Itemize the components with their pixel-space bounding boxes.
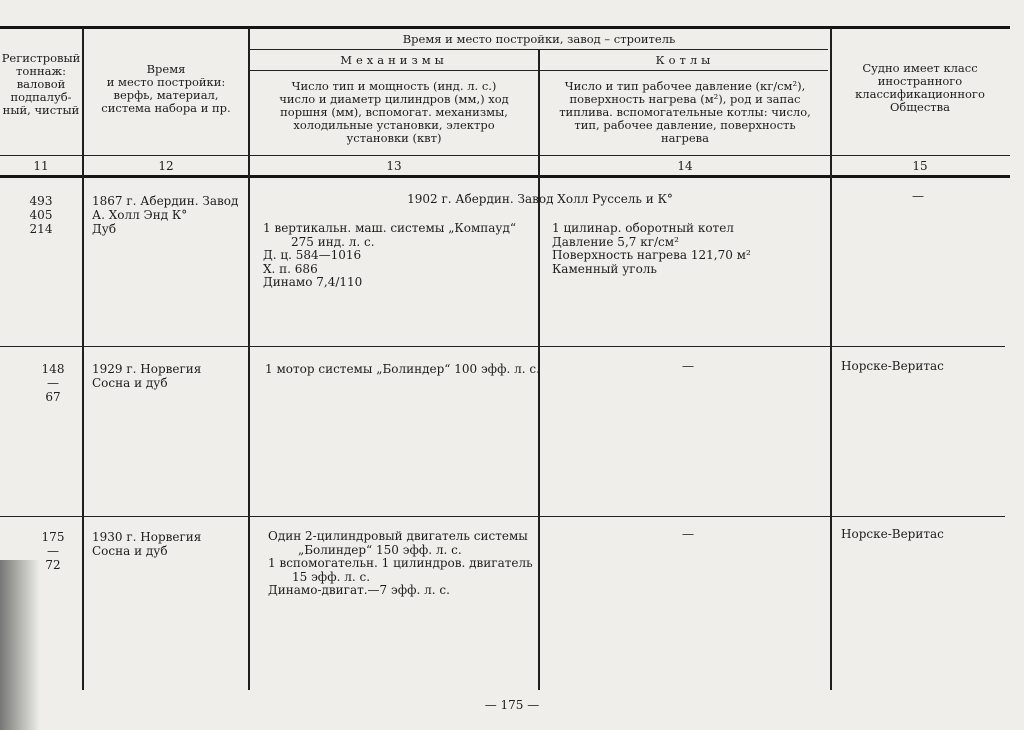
row1-boilers — [552, 222, 751, 276]
row1-mechanisms-line: Х. п. 686 — [263, 261, 318, 276]
row1-built-line: 1867 г. Абердин. Завод — [92, 194, 239, 208]
row2-class: Норске-Веритас — [841, 359, 944, 373]
row3-tonnage-gross: 175 — [41, 530, 65, 544]
header-col-14 — [540, 80, 830, 145]
header-col-14-line: поверхность нагрева (м²), род и запас — [569, 92, 801, 106]
header-col-12-line: Время — [146, 62, 186, 76]
row1-tonnage — [0, 194, 82, 236]
header-mechanisms-title: Механизмы — [340, 53, 448, 67]
header-col-15-line: Общества — [890, 100, 950, 114]
header-bottom-rule — [0, 155, 1010, 156]
header-col-12-line: верфь, материал, — [113, 88, 219, 102]
scan-shadow — [0, 560, 40, 730]
row1-boilers-line: 1 цилинар. оборотный котел — [552, 221, 734, 235]
row2-tonnage-gross: 148 — [41, 362, 65, 376]
row2-mechanisms-line: 1 мотор системы „Болиндер“ 100 эфф. л. с. — [265, 362, 540, 376]
header-col-15-line: классификационного — [855, 87, 985, 101]
header-col-12 — [84, 63, 248, 115]
header-col-15-line: иностранного — [877, 74, 963, 88]
header-col-11-line: валовой — [16, 77, 66, 91]
header-col-12-line: система набора и пр. — [101, 101, 231, 115]
row1-class: — — [912, 189, 924, 203]
row2-built-line: 1929 г. Норвегия — [92, 362, 202, 376]
row1-bottom-rule — [0, 346, 1005, 347]
col-divider-14-15 — [830, 28, 832, 690]
row3-tonnage-under-deck: — — [47, 544, 59, 558]
row1-tonnage-under-deck: 405 — [29, 208, 53, 222]
row2-built — [92, 362, 201, 390]
row1-mechanisms-line: 1 вертикальн. маш. системы „Компауд“ — [263, 221, 517, 235]
row2-tonnage-under-deck: — — [47, 376, 59, 390]
row1-span-line: 1902 г. Абердин. Завод Холл Руссель и К° — [407, 192, 673, 206]
column-number-13: 13 — [386, 159, 402, 173]
row2-tonnage — [0, 362, 106, 404]
row1-mechanisms-line: 275 инд. л. с. — [291, 234, 375, 249]
row3-tonnage-net: 72 — [45, 558, 61, 572]
row2-tonnage-net: 67 — [45, 390, 61, 404]
row3-mechanisms-line: 15 эфф. л. с. — [292, 569, 371, 584]
row3-built-line: 1930 г. Норвегия — [92, 530, 202, 544]
top-rule — [0, 26, 1010, 29]
header-col-15-line: Судно имеет класс — [862, 61, 978, 75]
row1-boilers-line: Давление 5,7 кг/см² — [552, 234, 679, 249]
row1-mechanisms-line: Динамо 7,4/110 — [263, 275, 363, 289]
row3-class: Норске-Веритас — [841, 527, 944, 541]
header-col-11-line: ный, чистый — [2, 103, 80, 117]
header-col-11 — [0, 52, 82, 117]
row2-mechanisms — [265, 362, 540, 376]
header-group-title: Время и место постройки, завод – строитель — [402, 32, 676, 46]
row3-boilers: — — [682, 527, 694, 541]
row1-built — [92, 194, 238, 236]
header-col-13 — [250, 80, 538, 145]
column-number-15: 15 — [912, 159, 928, 173]
row3-mechanisms — [268, 530, 533, 598]
row3-mechanisms-line: Динамо-двигат.—7 эфф. л. с. — [268, 583, 450, 597]
column-number-14: 14 — [677, 159, 693, 173]
row3-built-line: Сосна и дуб — [92, 544, 168, 558]
header-col-13-line: установки (квт) — [346, 131, 442, 145]
header-col-13-line: число и диаметр цилиндров (мм,) ход — [279, 92, 509, 106]
header-col-11-line: подпалуб- — [10, 90, 72, 104]
row3-mechanisms-line: Один 2-цилиндровый двигатель системы — [268, 529, 528, 543]
header-col-13-line: поршня (мм), вспомогат. механизмы, — [280, 105, 508, 119]
row2-bottom-rule — [0, 516, 1005, 517]
header-col-13-line: Число тип и мощность (инд. л. с.) — [291, 79, 497, 93]
row1-mechanisms-line: Д. ц. 584—1016 — [263, 248, 362, 262]
row2-built-line: Сосна и дуб — [92, 376, 168, 390]
row1-tonnage-gross: 493 — [29, 194, 53, 208]
header-col-14-line: нагрева — [660, 131, 710, 145]
header-col-12-line: и место постройки: — [106, 75, 226, 89]
row1-built-line: Дуб — [92, 222, 117, 236]
row1-built-line: А. Холл Энд К° — [92, 208, 188, 222]
column-number-12: 12 — [158, 159, 174, 173]
column-number-11: 11 — [33, 159, 49, 173]
row1-boilers-line: Каменный уголь — [552, 261, 657, 276]
header-col-11-line: Регистровый — [1, 51, 81, 65]
row1-tonnage-net: 214 — [29, 222, 53, 236]
row1-mechanisms — [263, 222, 516, 290]
header-col-14-line: тип, рабочее давление, поверхность — [574, 118, 796, 132]
row3-mechanisms-line: 1 вспомогательн. 1 цилиндров. двигатель — [268, 556, 533, 570]
header-col-14-line: типлива. вспомогательные котлы: число, — [559, 105, 811, 119]
col-divider-11-12 — [82, 28, 84, 690]
header-boilers-title: Котлы — [655, 53, 715, 67]
row1-boilers-line: Поверхность нагрева 121,70 м² — [552, 248, 751, 262]
row3-mechanisms-line: „Болиндер“ 150 эфф. л. с. — [298, 542, 462, 557]
page-number: — 175 — — [484, 698, 540, 712]
row2-boilers: — — [682, 359, 694, 373]
row3-built — [92, 530, 201, 558]
header-col-11-line: тоннаж: — [16, 64, 66, 78]
header-col-13-line: холодильные установки, электро — [293, 118, 495, 132]
header-col-14-line: Число и тип рабочее давление (кг/см²), — [564, 79, 806, 93]
column-numbers-rule — [0, 175, 1010, 178]
header-col-15 — [832, 62, 1008, 114]
